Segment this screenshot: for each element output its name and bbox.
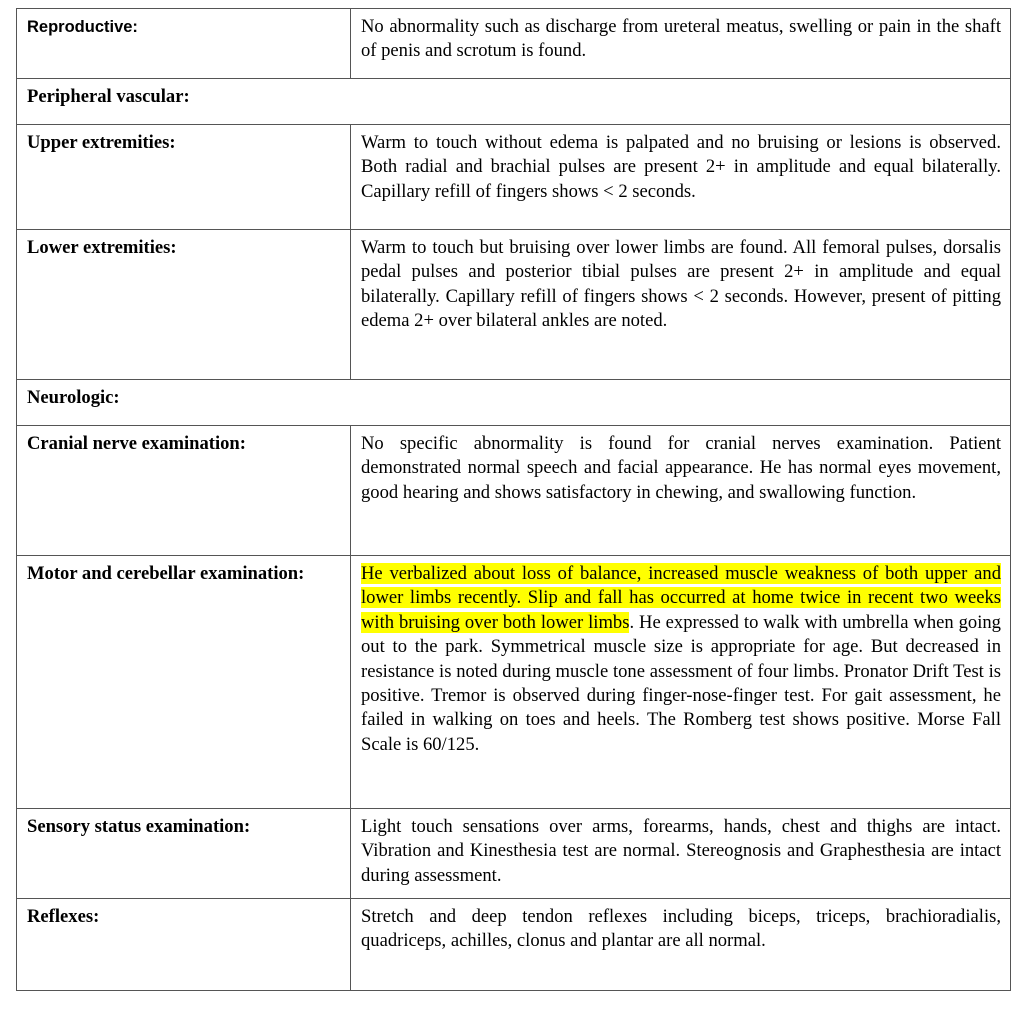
row-text-sensory-status: Light touch sensations over arms, forearms, hands, chest and thighs are intact. Vibration and Kinesthesia test are normal. Stereognosis and Graphesthesia are intact during assessment.	[351, 809, 1011, 899]
row-text-cranial-nerve: No specific abnormality is found for cranial nerves examination. Patient demonstrated normal speech and facial appearance. He has normal eyes movement, good hearing and shows satisfactory in chewing, and swallowing function.	[351, 426, 1011, 556]
row-label-lower-extremities: Lower extremities:	[17, 230, 351, 380]
row-label-sensory-status: Sensory status examination:	[17, 809, 351, 899]
table-row-motor-cerebellar	[17, 556, 1011, 809]
row-label-cranial-nerve: Cranial nerve examination:	[17, 426, 351, 556]
row-text-upper-extremities: Warm to touch without edema is palpated and no bruising or lesions is observed. Both radial and brachial pulses are present 2+ in amplitude and equal bilaterally. Capillary refill of fingers shows < 2 seconds.	[351, 125, 1011, 230]
section-heading-neurologic: Neurologic:	[17, 380, 1011, 426]
exam-findings-table	[16, 8, 1011, 991]
table-row-upper-extremities	[17, 125, 1011, 230]
table-row-reflexes	[17, 899, 1011, 991]
row-text-motor-cerebellar	[351, 556, 1011, 809]
section-row-peripheral-vascular	[17, 79, 1011, 125]
motor-text-rest: . He expressed to walk with umbrella when going out to the park. Symmetrical muscle size is appropriate for age. But decreased in resistance is noted during muscle tone assessment of four limbs. Pronator Drift Test is positive. Tremor is observed during finger-nose-finger test. For gait assessment, he failed in walking on toes and heels. The Romberg test shows positive. Morse Fall Scale is 60/125.	[361, 611, 1001, 755]
row-text-reproductive: No abnormality such as discharge from ureteral meatus, swelling or pain in the shaft of penis and scrotum is found.	[351, 9, 1011, 79]
section-row-neurologic	[17, 380, 1011, 426]
table-row-reproductive	[17, 9, 1011, 79]
row-text-lower-extremities: Warm to touch but bruising over lower limbs are found. All femoral pulses, dorsalis pedal pulses and posterior tibial pulses are present 2+ in amplitude and equal bilaterally. Capillary refill of fingers shows < 2 seconds. However, present of pitting edema 2+ over bilateral ankles are noted.	[351, 230, 1011, 380]
row-label-upper-extremities: Upper extremities:	[17, 125, 351, 230]
table-row-lower-extremities	[17, 230, 1011, 380]
row-text-reflexes: Stretch and deep tendon reflexes including biceps, triceps, brachioradialis, quadriceps, achilles, clonus and plantar are all normal.	[351, 899, 1011, 991]
row-label-motor-cerebellar: Motor and cerebellar examination:	[17, 556, 351, 809]
section-heading-peripheral-vascular: Peripheral vascular:	[17, 79, 1011, 125]
table-row-cranial-nerve	[17, 426, 1011, 556]
row-label-reflexes: Reflexes:	[17, 899, 351, 991]
row-label-reproductive: Reproductive:	[17, 9, 351, 79]
highlighted-text: He verbalized about loss of balance, increased muscle weakness of both upper and lower limbs recently. Slip and fall has occurred at home twice in recent two weeks with bruising over both lower limbs	[361, 563, 1001, 633]
table-row-sensory-status	[17, 809, 1011, 899]
